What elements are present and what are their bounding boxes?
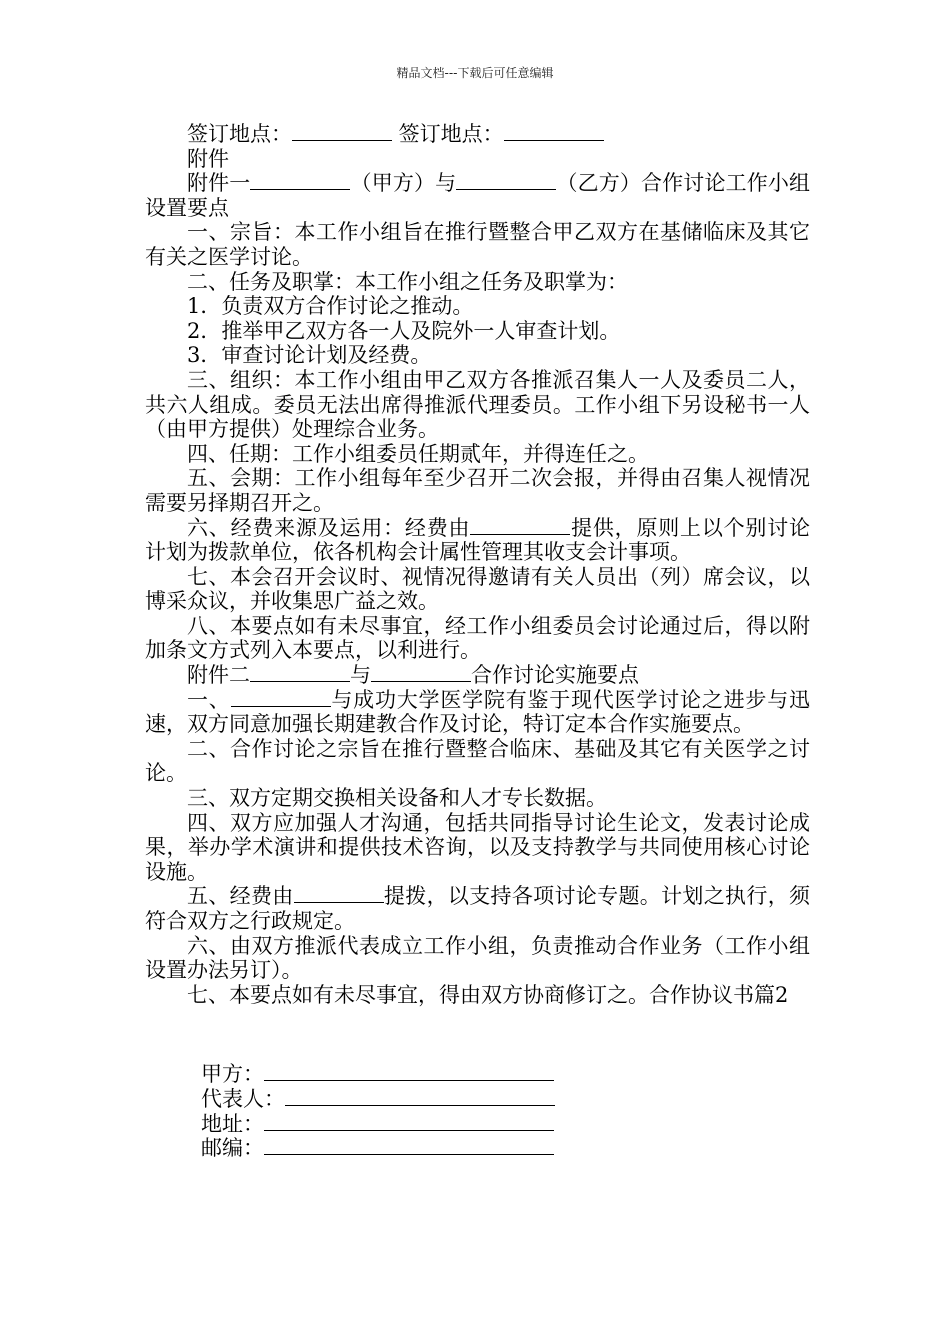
attachment-heading: 附件 bbox=[187, 146, 229, 171]
a1-item: 四、任期：工作小组委员任期贰年，并得连任之。 bbox=[187, 441, 649, 466]
party-row-addr bbox=[201, 1112, 810, 1137]
sign-place-label-1: 签订地点： bbox=[187, 122, 292, 146]
blank-line bbox=[292, 122, 392, 141]
spacer bbox=[145, 1007, 810, 1062]
document-body bbox=[145, 122, 810, 1161]
fill-line bbox=[264, 1136, 554, 1155]
text-span: 提拨，以支持各项讨论专题。计划之执行，须符合双方之行政规定。 bbox=[145, 884, 811, 933]
text-span: 合作讨论实施要点 bbox=[471, 663, 639, 688]
a2-item: 三、双方定期交换相关设备和人才专长数据。 bbox=[187, 786, 607, 811]
text-span: 五、经费由 bbox=[187, 884, 294, 909]
party-row-jia bbox=[201, 1062, 810, 1087]
text-span: 一、 bbox=[187, 687, 231, 712]
a1-item: 一、宗旨：本工作小组旨在推行暨整合甲乙双方在基储临床及其它有关之医学讨论。 bbox=[145, 220, 810, 269]
a1-item: 1．负责双方合作讨论之推动。 bbox=[187, 294, 474, 319]
party-row-rep bbox=[201, 1087, 810, 1112]
blank-line bbox=[456, 171, 556, 190]
a1-item-6 bbox=[145, 516, 810, 565]
a1-item: 3．审查讨论计划及经费。 bbox=[187, 343, 432, 368]
a2-item: 四、双方应加强人才沟通，包括共同指导讨论生论文，发表讨论成果，举办学术演讲和提供技术咨询，以及支持教学与共同使用核心讨论设施。 bbox=[145, 810, 810, 884]
a2-item: 六、由双方推派代表成立工作小组，负责推动合作业务（工作小组设置办法另订）。 bbox=[145, 933, 810, 983]
a2-item: 七、本要点如有未尽事宜，得由双方协商修订之。合作协议书篇2 bbox=[187, 982, 789, 1007]
blank-line bbox=[231, 688, 331, 707]
text-span: 六、经费来源及运用：经费由 bbox=[187, 515, 471, 540]
blank-line bbox=[470, 516, 570, 535]
a2-item-1 bbox=[145, 688, 810, 737]
party-label: 地址： bbox=[201, 1111, 264, 1136]
blank-line bbox=[294, 884, 384, 903]
a1-item: 2．推举甲乙双方各一人及院外一人审查计划。 bbox=[187, 318, 621, 343]
attachment-2-title bbox=[145, 663, 810, 688]
text-span: 提供，原则上以个别讨论计划为拨款单位，依各机构会计属性管理其收支会计事项。 bbox=[145, 515, 811, 565]
attachment-1-title bbox=[145, 171, 810, 220]
a1-item: 八、本要点如有未尽事宜，经工作小组委员会讨论通过后，得以附加条文方式列入本要点，以利进行。 bbox=[145, 613, 810, 663]
text-span: （甲方）与 bbox=[350, 171, 457, 196]
blank-line bbox=[371, 663, 471, 682]
fill-line bbox=[264, 1112, 554, 1131]
a1-item: 五、会期：工作小组每年至少召开二次会报，并得由召集人视情况需要另择期召开之。 bbox=[145, 466, 810, 515]
party-block bbox=[145, 1062, 810, 1160]
blank-line bbox=[250, 663, 350, 682]
sign-place-label-2: 签订地点： bbox=[392, 122, 504, 146]
a2-item-5 bbox=[145, 884, 810, 933]
blank-line bbox=[250, 171, 350, 190]
text-span: 附件一 bbox=[187, 171, 251, 196]
text-span: 与成功大学医学院有鉴于现代医学讨论之进步与迅速，双方同意加强长期建教合作及讨论，特订定本合作实施要点。 bbox=[145, 687, 811, 737]
fill-line bbox=[264, 1062, 554, 1081]
page-header: 精品文档---下载后可任意编辑 bbox=[396, 66, 554, 80]
a2-item: 二、合作讨论之宗旨在推行暨整合临床、基础及其它有关医学之讨论。 bbox=[145, 736, 810, 786]
sign-place-line bbox=[145, 122, 810, 147]
party-label: 邮编： bbox=[201, 1136, 264, 1161]
party-label: 代表人： bbox=[201, 1086, 285, 1111]
a1-item: 二、任务及职掌：本工作小组之任务及职掌为： bbox=[187, 269, 628, 294]
party-label: 甲方： bbox=[201, 1062, 264, 1087]
a1-item: 三、组织：本工作小组由甲乙双方各推派召集人一人及委员二人，共六人组成。委员无法出席得推派代理委员。工作小组下另设秘书一人（由甲方提供）处理综合业务。 bbox=[145, 367, 810, 442]
text-span: （乙方）合作讨论工作小组设置要点 bbox=[145, 171, 811, 220]
a1-item: 七、本会召开会议时、视情况得邀请有关人员出（列）席会议，以博采众议，并收集思广益之效。 bbox=[145, 564, 810, 614]
party-row-zip bbox=[201, 1136, 810, 1161]
text-span: 与 bbox=[350, 663, 371, 688]
text-span: 附件二 bbox=[187, 663, 250, 688]
blank-line bbox=[504, 122, 604, 141]
fill-line bbox=[285, 1087, 555, 1106]
